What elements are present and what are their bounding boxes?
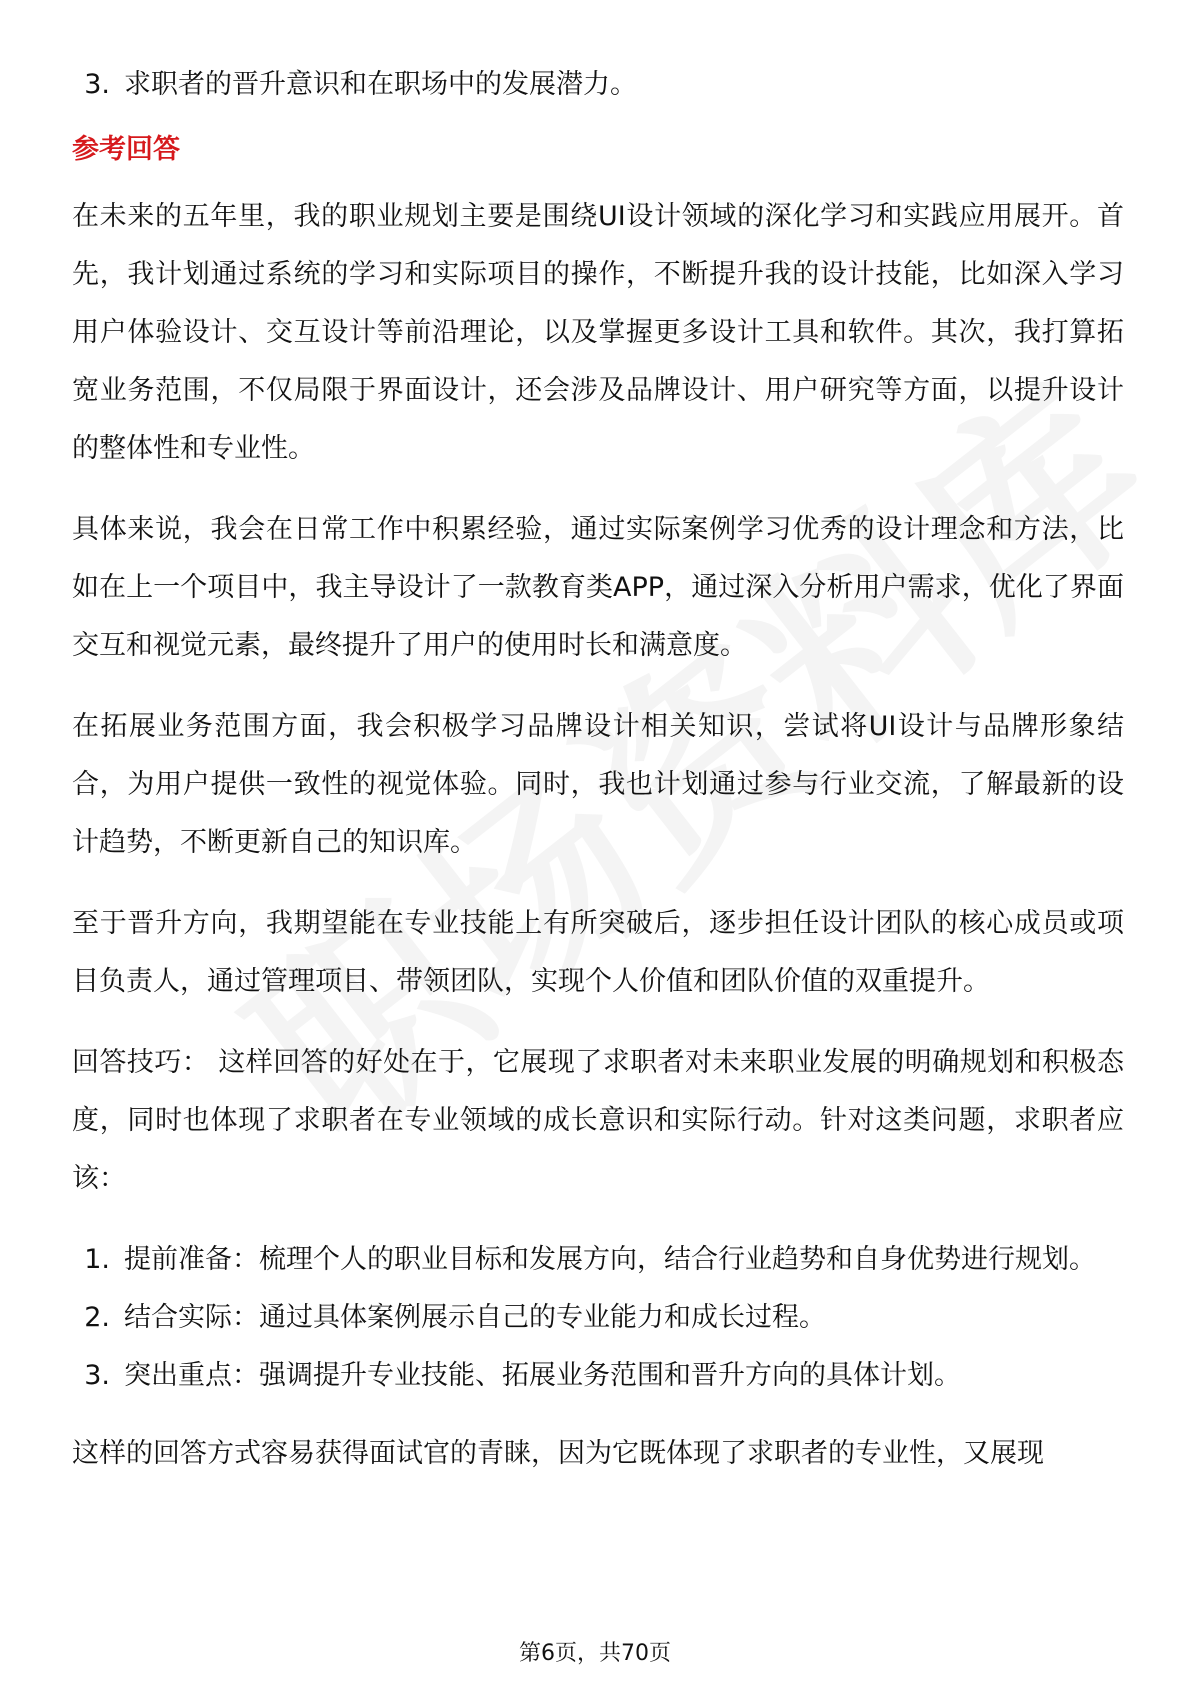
evaluation-points-list <box>72 56 1124 114</box>
answer-paragraph-1: 在未来的五年里，我的职业规划主要是围绕UI设计领域的深化学习和实践应用展开。首先，我计划通过系统的学习和实际项目的操作，不断提升我的设计技能，比如深入学习用户体验设计、交互设计等前沿理论，以及掌握更多设计工具和软件。其次，我打算拓宽业务范围，不仅局限于界面设计，还会涉及品牌设计、用户研究等方面，以提升设计的整体性和专业性。 <box>72 201 1124 464</box>
list-item-number: 3. <box>84 1360 110 1391</box>
answer-paragraph-3: 在拓展业务范围方面，我会积极学习品牌设计相关知识，尝试将UI设计与品牌形象结合，为用户提供一致性的视觉体验。同时，我也计划通过参与行业交流，了解最新的设计趋势，不断更新自己的知识库。 <box>72 711 1124 858</box>
list-item-number: 3. <box>84 69 110 100</box>
page-number-footer: 第6页，共70页 <box>519 1641 671 1666</box>
answer-paragraph-4: 至于晋升方向，我期望能在专业技能上有所突破后，逐步担任设计团队的核心成员或项目负责人，通过管理项目、带领团队，实现个人价值和团队价值的双重提升。 <box>72 908 1124 997</box>
answer-paragraph-2: 具体来说，我会在日常工作中积累经验，通过实际案例学习优秀的设计理念和方法，比如在上一个项目中，我主导设计了一款教育类APP，通过深入分析用户需求，优化了界面交互和视觉元素，最终提升了用户的使用时长和满意度。 <box>72 514 1124 661</box>
list-item-text: 提前准备：梳理个人的职业目标和发展方向，结合行业趋势和自身优势进行规划。 <box>124 1244 1096 1275</box>
list-item <box>72 56 1124 114</box>
list-item-number: 2. <box>84 1302 110 1333</box>
list-item-text: 突出重点：强调提升专业技能、拓展业务范围和晋升方向的具体计划。 <box>124 1360 961 1391</box>
page-content <box>72 56 1124 1506</box>
list-item-text: 求职者的晋升意识和在职场中的发展潜力。 <box>124 69 637 100</box>
tips-intro-paragraph: 回答技巧： 这样回答的好处在于，它展现了求职者对未来职业发展的明确规划和积极态度，同时也体现了求职者在专业领域的成长意识和实际行动。针对这类问题，求职者应该： <box>72 1047 1124 1194</box>
list-item <box>72 1289 1124 1347</box>
closing-paragraph: 这样的回答方式容易获得面试官的青睐，因为它既体现了求职者的专业性，又展现 <box>72 1438 1044 1469</box>
list-item <box>72 1231 1124 1289</box>
list-item-number: 1. <box>84 1244 110 1275</box>
section-heading: 参考回答 <box>72 134 180 165</box>
list-item-text: 结合实际：通过具体案例展示自己的专业能力和成长过程。 <box>124 1302 826 1333</box>
list-item <box>72 1347 1124 1405</box>
tips-list <box>72 1231 1124 1405</box>
